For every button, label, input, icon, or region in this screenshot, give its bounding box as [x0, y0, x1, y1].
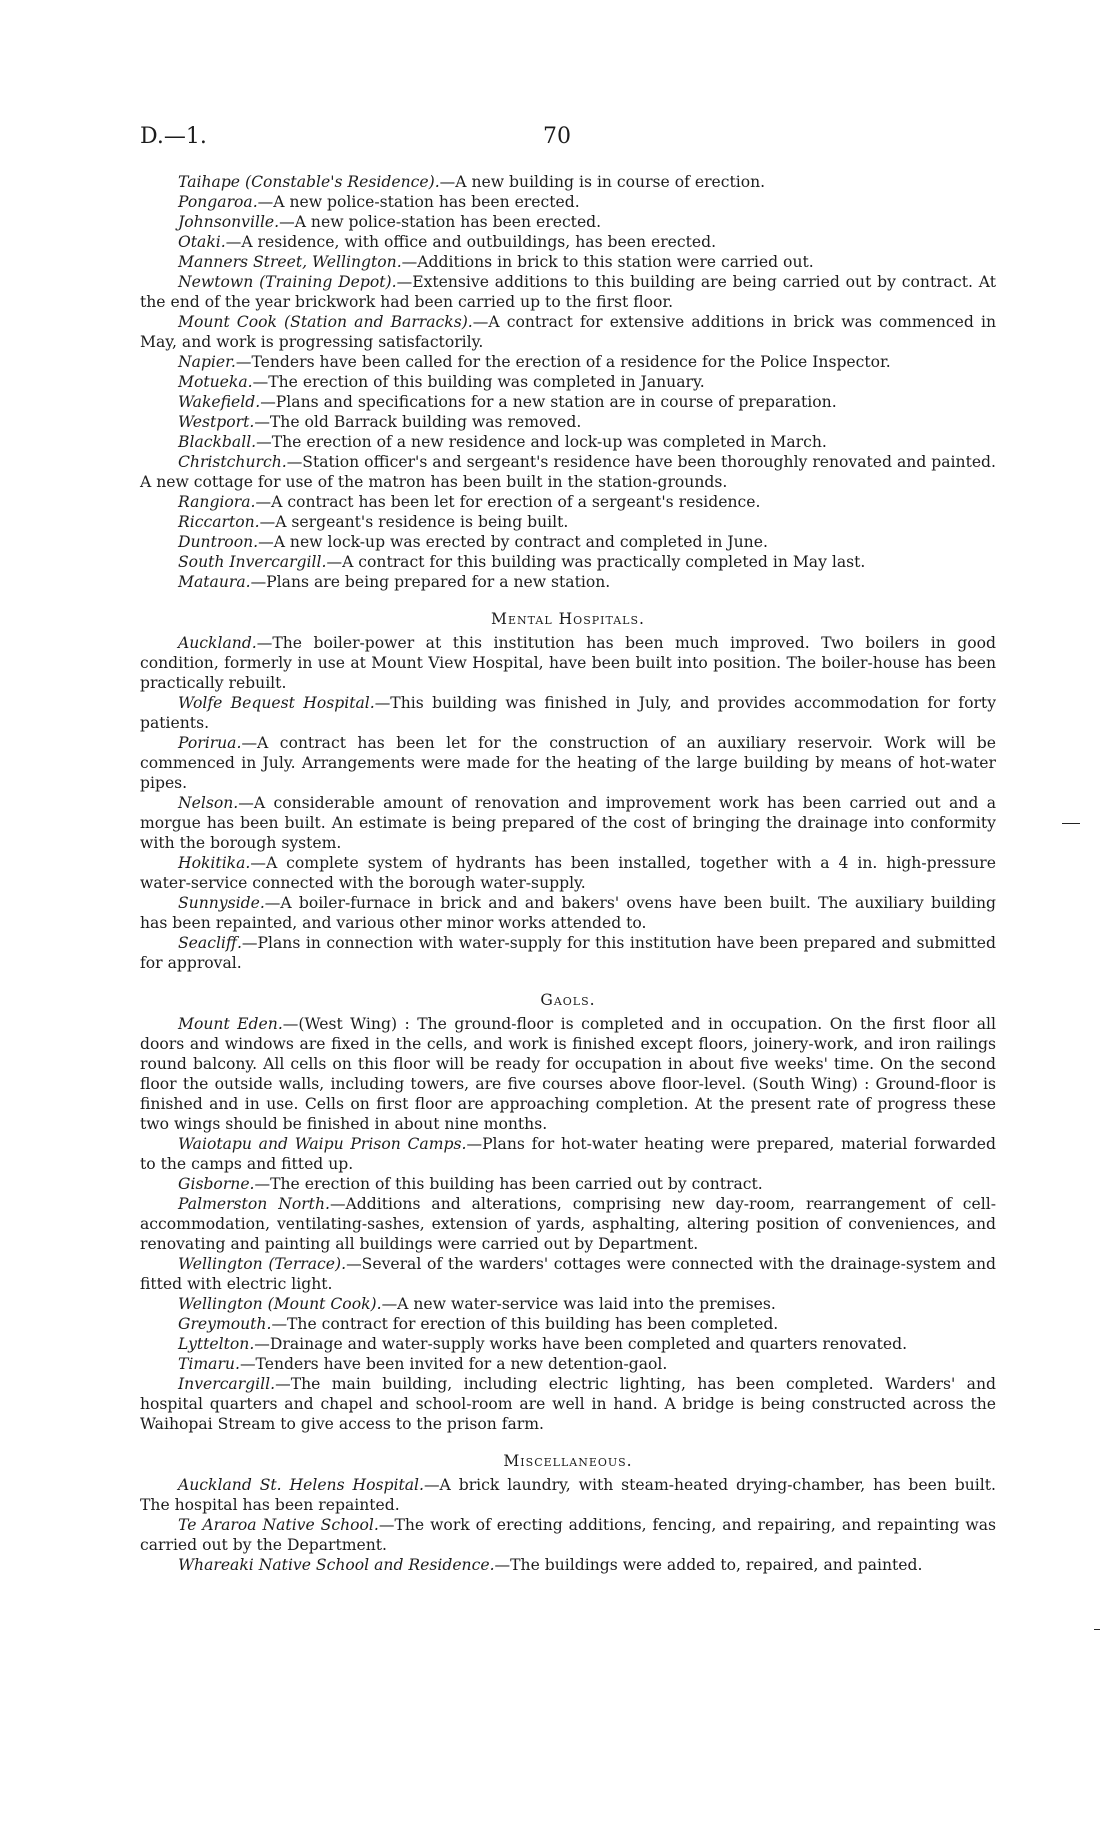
- entry-heading: Westport.: [178, 413, 255, 431]
- entry-heading: Porirua.: [178, 734, 242, 752]
- entry-heading: Johnsonville.: [178, 213, 280, 231]
- entry-heading: Napier.: [178, 353, 236, 371]
- entry-text: —The contract for erection of this building has been completed.: [271, 1315, 779, 1333]
- entry-heading: Wakefield.: [178, 393, 261, 411]
- entry-paragraph: [140, 532, 996, 552]
- entry-heading: South Invercargill.: [178, 553, 327, 571]
- entry-paragraph: [140, 452, 996, 492]
- margin-mark: [1062, 823, 1080, 824]
- entry-heading: Whareaki Native School and Residence.: [178, 1556, 495, 1574]
- entry-heading: Palmerston North.: [178, 1195, 330, 1213]
- entry-text: —Additions in brick to this station were carried out.: [401, 253, 814, 271]
- document-reference: D.—1.: [140, 124, 207, 149]
- entry-text: —A new water-service was laid into the premises.: [381, 1295, 776, 1313]
- entry-text: —A new building is in course of erection.: [439, 173, 766, 191]
- entry-paragraph: [140, 1314, 996, 1334]
- entry-text: —A contract has been let for the construction of an auxiliary reservoir. Work will be commenced in July. Arrangements were made for the heating of the large building by means of hot-water pipes.: [140, 734, 996, 792]
- entry-heading: Waiotapu and Waipu Prison Camps.: [178, 1135, 467, 1153]
- entry-text: —Drainage and water-supply works have been completed and quarters renovated.: [254, 1335, 908, 1353]
- entry-text: —The main building, including electric lighting, has been completed. Warders' and hospital quarters and chapel and school-room are well in hand. A bridge is being constructed across the Waihopai Stream to give access to the prison farm.: [140, 1375, 996, 1433]
- entry-heading: Invercargill.: [178, 1375, 276, 1393]
- entry-text: —The work of erecting additions, fencing, and repairing, and repainting was carried out by the Department.: [140, 1516, 996, 1554]
- entry-text: —Plans are being prepared for a new station.: [250, 573, 611, 591]
- entry-heading: Newtown (Training Depot).: [178, 273, 397, 291]
- entry-text: —A sergeant's residence is being built.: [259, 513, 569, 531]
- entry-heading: Gisborne.: [178, 1175, 255, 1193]
- entry-heading: Rangiora.: [178, 493, 256, 511]
- entry-paragraph: [140, 1354, 996, 1374]
- document-body: [140, 172, 996, 1575]
- entry-paragraph: [140, 1134, 996, 1174]
- entry-heading: Taihape (Constable's Residence).: [178, 173, 440, 191]
- entry-paragraph: [140, 512, 996, 532]
- entry-text: —Tenders have been invited for a new detention-gaol.: [239, 1355, 668, 1373]
- entry-heading: Duntroon.: [178, 533, 259, 551]
- entry-paragraph: [140, 172, 996, 192]
- entry-heading: Mount Cook (Station and Barracks).: [178, 313, 473, 331]
- entry-paragraph: [140, 192, 996, 212]
- entry-paragraph: [140, 793, 996, 853]
- entry-text: —A brick laundry, with steam-heated drying-chamber, has been built. The hospital has been repainted.: [140, 1476, 996, 1514]
- entry-paragraph: [140, 733, 996, 793]
- entry-paragraph: [140, 272, 996, 312]
- page-header: [140, 124, 974, 152]
- entry-text: —A contract has been let for erection of a sergeant's residence.: [255, 493, 761, 511]
- entry-paragraph: [140, 1555, 996, 1575]
- entry-paragraph: [140, 1374, 996, 1434]
- entry-text: —The erection of this building has been carried out by contract.: [254, 1175, 763, 1193]
- entry-paragraph: [140, 693, 996, 733]
- entry-text: —The erection of this building was completed in January.: [252, 373, 705, 391]
- entry-paragraph: [140, 633, 996, 693]
- page-number: 70: [543, 124, 571, 149]
- entry-heading: Sunnyside.: [178, 894, 265, 912]
- entry-text: —A boiler-furnace in brick and and bakers' ovens have been built. The auxiliary building has been repainted, and various other minor works attended to.: [140, 894, 996, 932]
- entry-heading: Riccarton.: [178, 513, 260, 531]
- entry-paragraph: [140, 352, 996, 372]
- entry-paragraph: [140, 933, 996, 973]
- entry-text: —The buildings were added to, repaired, and painted.: [494, 1556, 923, 1574]
- entry-heading: Mataura.: [178, 573, 251, 591]
- entry-paragraph: [140, 1014, 996, 1134]
- entry-text: —Station officer's and sergeant's residence have been thoroughly renovated and painted. A new cottage for use of the matron has been built in the station-grounds.: [140, 453, 996, 491]
- entry-paragraph: [140, 1294, 996, 1314]
- entry-heading: Mount Eden.: [178, 1015, 283, 1033]
- entry-text: —Plans in connection with water-supply for this institution have been prepared and submitted for approval.: [140, 934, 996, 972]
- entry-paragraph: [140, 1174, 996, 1194]
- entry-text: —Extensive additions to this building are being carried out by contract. At the end of the year brickwork had been carried up to the first floor.: [140, 273, 996, 311]
- entry-text: —A new lock-up was erected by contract and completed in June.: [258, 533, 768, 551]
- entry-text: —Tenders have been called for the erection of a residence for the Police Inspector.: [235, 353, 891, 371]
- entry-heading: Manners Street, Wellington.: [178, 253, 402, 271]
- entry-text: —Plans and specifications for a new station are in course of preparation.: [260, 393, 837, 411]
- entry-heading: Otaki.: [178, 233, 226, 251]
- entry-heading: Pongaroa.: [178, 193, 258, 211]
- entry-paragraph: [140, 1194, 996, 1254]
- section-heading: Mental Hospitals.: [491, 610, 645, 628]
- entry-heading: Motueka.: [178, 373, 253, 391]
- entry-heading: Wellington (Terrace).: [178, 1255, 347, 1273]
- entry-text: —A residence, with office and outbuildings, has been erected.: [225, 233, 717, 251]
- entry-heading: Seacliff.: [178, 934, 242, 952]
- entry-paragraph: [140, 552, 996, 572]
- entry-text: —A complete system of hydrants has been installed, together with a 4 in. high-pressure water-service connected with the borough water-supply.: [140, 854, 996, 892]
- entry-text: —Plans for hot-water heating were prepared, material forwarded to the camps and fitted up.: [140, 1135, 997, 1173]
- section-heading: Gaols.: [540, 991, 596, 1009]
- entry-heading: Christchurch.: [178, 453, 287, 471]
- entry-text: —This building was finished in July, and provides accommodation for forty patients.: [140, 694, 996, 732]
- entry-text: —A contract for this building was practically completed in May last.: [326, 553, 866, 571]
- entry-heading: Hokitika.: [178, 854, 251, 872]
- entry-text: —A considerable amount of renovation and improvement work has been carried out and a morgue has been built. An estimate is being prepared of the cost of bringing the drainage into conformity with the borough system.: [140, 794, 996, 852]
- entry-paragraph: [140, 372, 996, 392]
- entry-heading: Lyttelton.: [178, 1335, 255, 1353]
- entry-paragraph: [140, 312, 996, 352]
- entry-heading: Te Araroa Native School.: [178, 1516, 379, 1534]
- entry-paragraph: [140, 1334, 996, 1354]
- entry-text: —Additions and alterations, comprising new day-room, rearrangement of cell-accommodation, ventilating-sashes, extension of yards, asphalting, altering position of conveniences, and renovating and painting all buildings were carried out by Department.: [140, 1195, 996, 1253]
- entry-paragraph: [140, 412, 996, 432]
- entry-text: —Several of the warders' cottages were connected with the drainage-system and fitted with electric light.: [140, 1255, 997, 1293]
- entry-paragraph: [140, 1515, 996, 1555]
- entry-paragraph: [140, 432, 996, 452]
- entry-heading: Wellington (Mount Cook).: [178, 1295, 382, 1313]
- entry-text: —A new police-station has been erected.: [257, 193, 580, 211]
- entry-paragraph: [140, 1254, 996, 1294]
- entry-heading: Auckland.: [178, 634, 257, 652]
- entry-heading: Timaru.: [178, 1355, 240, 1373]
- entry-paragraph: [140, 232, 996, 252]
- entry-text: —A new police-station has been erected.: [279, 213, 602, 231]
- entry-paragraph: [140, 572, 996, 592]
- entry-paragraph: [140, 252, 996, 272]
- entry-text: —The erection of a new residence and lock-up was completed in March.: [256, 433, 827, 451]
- entry-heading: Greymouth.: [178, 1315, 272, 1333]
- entry-paragraph: [140, 392, 996, 412]
- entry-paragraph: [140, 893, 996, 933]
- entry-heading: Nelson.: [178, 794, 239, 812]
- margin-mark: [1094, 1629, 1100, 1630]
- entry-text: —A contract for extensive additions in brick was commenced in May, and work is progressing satisfactorily.: [140, 313, 996, 351]
- entry-heading: Blackball.: [178, 433, 257, 451]
- entry-heading: Auckland St. Helens Hospital.: [178, 1476, 424, 1494]
- entry-paragraph: [140, 853, 996, 893]
- entry-paragraph: [140, 1475, 996, 1515]
- entry-text: —The old Barrack building was removed.: [254, 413, 582, 431]
- section-heading: Miscellaneous.: [503, 1452, 633, 1470]
- entry-heading: Wolfe Bequest Hospital.: [178, 694, 375, 712]
- entry-text: —(West Wing) : The ground-floor is completed and in occupation. On the first floor all doors and windows are fixed in the cells, and work is finished except floors, joinery-work, and iron railings round balcony. All cells on this floor will be ready for occupation in about five weeks' time. On the second floor the outside walls, including towers, are five courses above floor-level. (South Wing) : Ground-floor is finished and in use. Cells on first floor are approaching completion. At the present rate of progress these two wings should be finished in about nine months.: [140, 1015, 997, 1133]
- entry-paragraph: [140, 212, 996, 232]
- entry-paragraph: [140, 492, 996, 512]
- entry-text: —The boiler-power at this institution has been much improved. Two boilers in good condition, formerly in use at Mount View Hospital, have been built into position. The boiler-house has been practically rebuilt.: [140, 634, 996, 692]
